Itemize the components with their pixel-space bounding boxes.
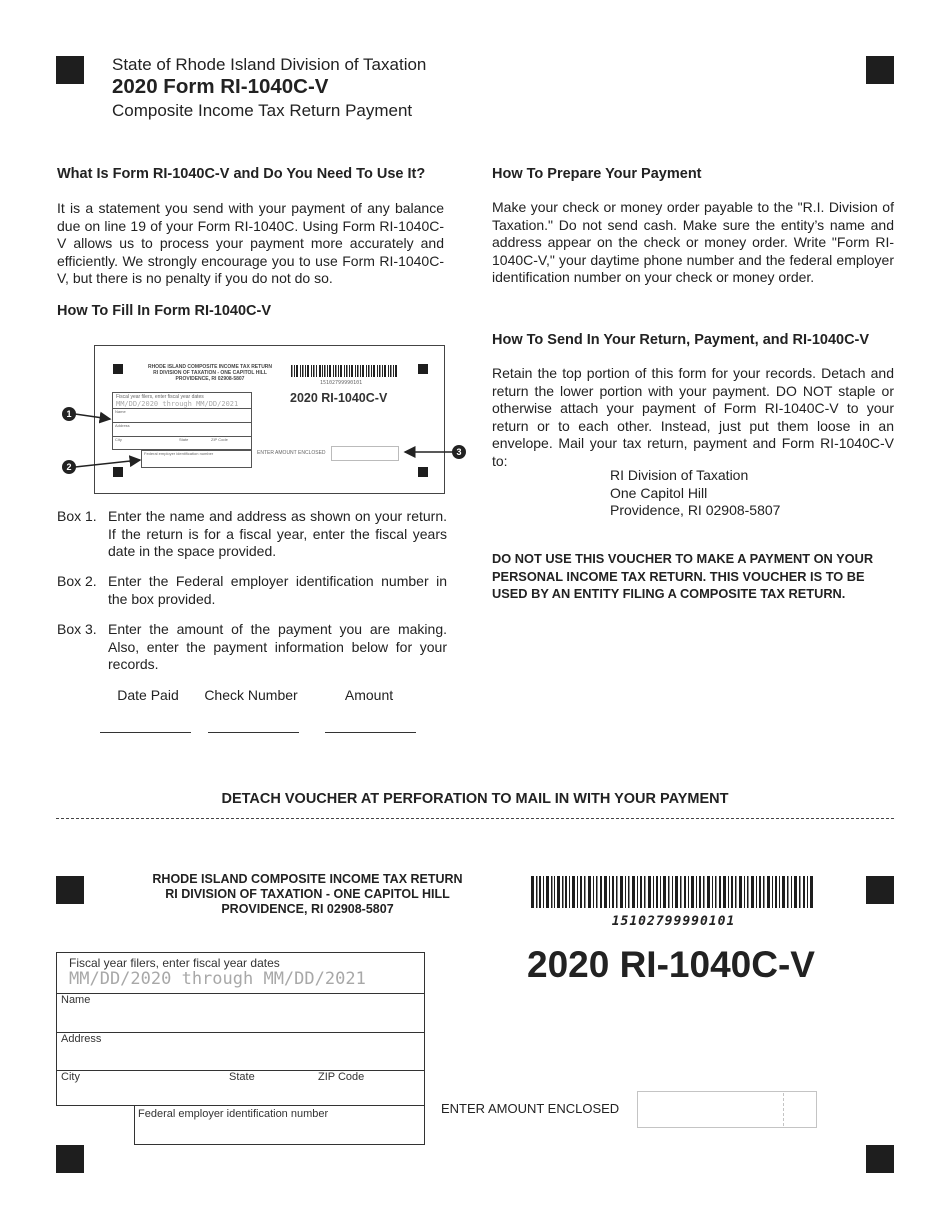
detach-instruction: DETACH VOUCHER AT PERFORATION TO MAIL IN WITH YOUR PAYMENT	[221, 791, 729, 807]
mailing-address-line: RI Division of Taxation	[610, 467, 749, 483]
voucher-title-line: RHODE ISLAND COMPOSITE INCOME TAX RETURN	[152, 872, 463, 886]
amount-line[interactable]	[325, 732, 416, 733]
how-to-fill-heading: How To Fill In Form RI-1040C-V	[57, 303, 272, 319]
agency-name: State of Rhode Island Division of Taxation	[112, 55, 427, 74]
fein-field[interactable]	[134, 1105, 425, 1145]
city-state-zip-field[interactable]	[56, 1070, 425, 1106]
diagram-fiscal-label: Fiscal year filers, enter fiscal year dates	[116, 394, 204, 400]
how-to-send-body: Retain the top portion of this form for your records. Detach and return the lower portion with your payment. DO NOT staple or otherwise attach your payment of Form RI-1040C-V to your return or to each other. Instead, just put them loose in an envelope. Mail your tax return, payment and Form RI-1040C-V to:	[492, 365, 894, 469]
box-2-label: Box 2.	[57, 573, 97, 589]
cents-divider	[783, 1093, 784, 1126]
voucher-title	[140, 872, 475, 917]
fiscal-year-field[interactable]	[56, 952, 425, 994]
voucher-title-line: PROVIDENCE, RI 02908-5807	[221, 902, 394, 916]
zip-label: ZIP Code	[318, 1071, 365, 1083]
mailing-address-line: One Capitol Hill	[610, 484, 708, 501]
fiscal-year-label: Fiscal year filers, enter fiscal year dates	[69, 956, 280, 970]
perforation-line	[56, 818, 894, 819]
what-is-body: It is a statement you send with your payment of any balance due on line 19 of your Form RI-1040C. Using Form RI-1040C-V allows us to process your payment more accurately and efficiently. We strongly encourage you to use Form RI-1040C-V, but there is no penalty if you do not do so.	[57, 200, 444, 286]
date-paid-line[interactable]	[100, 732, 191, 733]
state-label: State	[229, 1071, 255, 1083]
voucher-barcode-number: 15102799990101	[611, 914, 736, 929]
registration-mark-bottom-left	[56, 1145, 84, 1173]
callout-2: 2	[62, 460, 76, 474]
amount-enclosed-input[interactable]	[637, 1091, 817, 1128]
box-1-label: Box 1.	[57, 508, 97, 524]
voucher-warning: DO NOT USE THIS VOUCHER TO MAKE A PAYMENT ON YOUR PERSONAL INCOME TAX RETURN. THIS VOUCHER IS TO BE USED BY AN ENTITY FILING A COMPOSITE TAX RETURN.	[492, 551, 874, 601]
form-subtitle: Composite Income Tax Return Payment	[112, 101, 413, 120]
voucher-title-line: RI DIVISION OF TAXATION - ONE CAPITOL HILL	[165, 887, 450, 901]
registration-mark-bottom-right	[866, 1145, 894, 1173]
diagram-form-id: 2020 RI-1040C-V	[290, 391, 388, 405]
what-is-heading: What Is Form RI-1040C-V and Do You Need To Use It?	[57, 166, 426, 182]
mailing-address-line: Providence, RI 02908-5807	[610, 502, 781, 518]
voucher-form-id: 2020 RI-1040C-V	[527, 944, 815, 985]
registration-mark-top-left	[56, 56, 84, 84]
diagram-barcode-number: 15102799990101	[320, 380, 363, 386]
diagram-title	[135, 364, 285, 382]
prepare-payment-heading: How To Prepare Your Payment	[492, 166, 702, 182]
box-1-text: Enter the name and address as shown on your return. If the return is for a fiscal year, enter the fiscal years date in the space provided.	[108, 508, 447, 559]
registration-mark-voucher-right	[866, 876, 894, 904]
amount-label: Amount	[344, 687, 394, 703]
diagram-barcode	[291, 365, 399, 377]
address-field[interactable]	[56, 1032, 425, 1071]
diagram-zip-label: ZIP Code	[211, 437, 228, 442]
registration-mark-voucher-left	[56, 876, 84, 904]
box-3-label: Box 3.	[57, 621, 97, 637]
name-field[interactable]	[56, 993, 425, 1033]
amount-enclosed-label: ENTER AMOUNT ENCLOSED	[441, 1101, 620, 1116]
check-number-line[interactable]	[208, 732, 299, 733]
check-number-label: Check Number	[204, 687, 298, 703]
diagram-city-label: City	[115, 437, 122, 442]
box-3-instruction	[57, 621, 447, 675]
diagram-fein-label: Federal employer identification number	[144, 451, 214, 456]
voucher-barcode	[531, 876, 816, 908]
box-2-instruction	[57, 573, 447, 609]
diagram-fiscal-value: MM/DD/2020 through MM/DD/2021	[116, 400, 239, 408]
box-3-text: Enter the amount of the payment you are making. Also, enter the payment information below for your records.	[108, 621, 447, 672]
diagram-title-line: RHODE ISLAND COMPOSITE INCOME TAX RETURN	[147, 364, 273, 370]
callout-3: 3	[452, 445, 466, 459]
box-2-text: Enter the Federal employer identification number in the box provided.	[108, 573, 447, 607]
registration-mark-top-right	[866, 56, 894, 84]
diagram-callout-arrows	[60, 400, 470, 480]
diagram-state-label: State	[179, 437, 189, 442]
form-title: 2020 Form RI-1040C-V	[112, 75, 329, 98]
diagram-address-label: Address	[115, 423, 130, 428]
address-label: Address	[61, 1033, 102, 1045]
diagram-amount-label: ENTER AMOUNT ENCLOSED	[257, 450, 326, 456]
diagram-mark	[113, 364, 123, 374]
fein-label: Federal employer identification number	[138, 1108, 329, 1120]
city-label: City	[61, 1071, 80, 1083]
diagram-title-line: RI DIVISION OF TAXATION - ONE CAPITOL HILL	[153, 370, 267, 376]
box-1-instruction	[57, 508, 447, 562]
name-label: Name	[61, 994, 91, 1006]
diagram-mark	[418, 364, 428, 374]
fiscal-year-value: MM/DD/2020 through MM/DD/2021	[69, 969, 366, 989]
callout-1: 1	[62, 407, 76, 421]
diagram-name-label: Name	[115, 409, 126, 414]
date-paid-label: Date Paid	[117, 687, 179, 703]
prepare-payment-body: Make your check or money order payable to the "R.I. Division of Taxation." Do not send cash. Make sure the entity’s name and address appear on the check or money order. Write "Form RI-1040C-V," your daytime phone number and the federal employer identification number on your check or money order.	[492, 199, 894, 285]
how-to-send-heading: How To Send In Your Return, Payment, and RI-1040C-V	[492, 332, 870, 348]
mailing-address	[610, 467, 780, 520]
diagram-title-line: PROVIDENCE, RI 02908-5807	[175, 376, 245, 382]
